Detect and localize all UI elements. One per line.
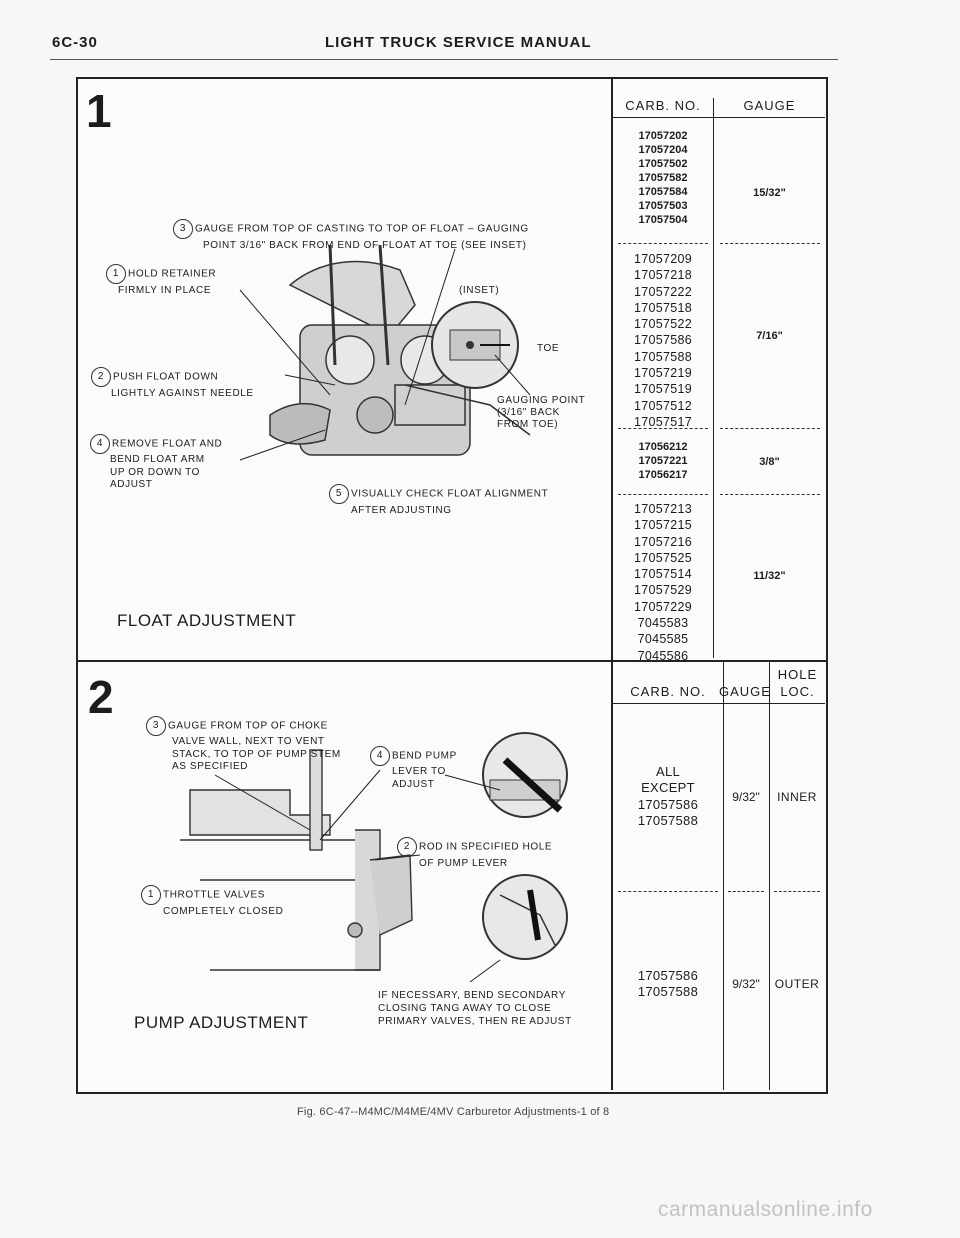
carb-no-header: CARB. NO.	[625, 98, 701, 113]
callout-gauge-from-choke: 3 GAUGE FROM TOP OF CHOKE VALVE WALL, NEXT TO VENT STACK, TO TOP OF PUMP STEM AS SPECIFIED	[146, 716, 341, 774]
pump-row-2-gauge: 9/32"	[732, 977, 760, 991]
gauge-header: GAUGE	[743, 98, 796, 113]
gauge-value: 3/8"	[759, 456, 780, 468]
float-adjustment-illustration	[230, 245, 620, 490]
pump-adjustment-title: PUMP ADJUSTMENT	[134, 1013, 309, 1032]
callout-hold-retainer: 1 HOLD RETAINER FIRMLY IN PLACE	[106, 264, 216, 297]
pump-row-1-gauge: 9/32"	[732, 790, 760, 804]
gauge-value: 7/16"	[756, 330, 783, 342]
callout-rod-in-hole: 2 ROD IN SPECIFIED HOLE OF PUMP LEVER	[397, 837, 552, 870]
inset-label: (INSET)	[459, 285, 500, 296]
page-number: 6C-30	[52, 34, 98, 51]
gauge-header: GAUGE	[719, 684, 771, 699]
section-divider	[78, 660, 826, 662]
callout-throttle-valves: 1 THROTTLE VALVES COMPLETELY CLOSED	[141, 885, 283, 918]
callout-gauge-from-top: 3 GAUGE FROM TOP OF CASTING TO TOP OF FLOAT – GAUGING POINT 3/16" BACK FROM END OF FLOAT AT TOE (SEE INSET)	[173, 219, 529, 252]
gauge-value: 11/32"	[753, 570, 786, 582]
callout-push-float: 2 PUSH FLOAT DOWN LIGHTLY AGAINST NEEDLE	[91, 367, 254, 400]
pump-row-1-hole: INNER	[777, 790, 817, 804]
carb-group-3: 17056212 17057221 17056217	[638, 441, 688, 481]
carb-group-1: 17057202 17057204 17057502 17057582 17057584 17057503 17057504	[638, 130, 688, 226]
watermark: carmanualsonline.info	[658, 1198, 873, 1221]
figure-caption: Fig. 6C-47--M4MC/M4ME/4MV Carburetor Adjustments-1 of 8	[297, 1106, 610, 1118]
gauge-value: 15/32"	[753, 187, 786, 199]
section-number-2: 2	[88, 671, 114, 723]
gauging-point-label: GAUGING POINT (3/16" BACK FROM TOE)	[497, 395, 586, 430]
pump-row-1-carbs: ALL EXCEPT 17057586 17057588	[637, 764, 699, 828]
carb-no-header: CARB. NO.	[630, 684, 706, 699]
pump-row-2-hole: OUTER	[774, 977, 820, 991]
callout-visually-check: 5 VISUALLY CHECK FLOAT ALIGNMENT AFTER ADJUSTING	[329, 484, 548, 517]
pump-row-2-carbs: 17057586 17057588	[637, 968, 699, 1000]
secondary-tang-note: IF NECESSARY, BEND SECONDARY CLOSING TANG AWAY TO CLOSE PRIMARY VALVES, THEN RE ADJUST	[378, 990, 572, 1027]
hole-loc-header: HOLE LOC.	[777, 667, 818, 699]
carb-group-4: 17057213 17057215 17057216 17057525 17057514 17057529 17057229 7045583 7045585 7045586	[633, 502, 692, 663]
toe-label: TOE	[537, 343, 560, 354]
section-number-1: 1	[86, 85, 112, 137]
header-rule	[50, 59, 838, 60]
page-header-title: LIGHT TRUCK SERVICE MANUAL	[325, 34, 592, 51]
float-adjustment-title: FLOAT ADJUSTMENT	[117, 611, 297, 630]
callout-bend-pump-lever: 4 BEND PUMP LEVER TO ADJUST	[370, 746, 457, 791]
carb-group-2: 17057209 17057218 17057222 17057518 17057522 17057586 17057588 17057219 17057519 17057512 17057517	[633, 252, 692, 429]
callout-remove-float: 4 REMOVE FLOAT AND BEND FLOAT ARM UP OR DOWN TO ADJUST	[90, 434, 222, 492]
